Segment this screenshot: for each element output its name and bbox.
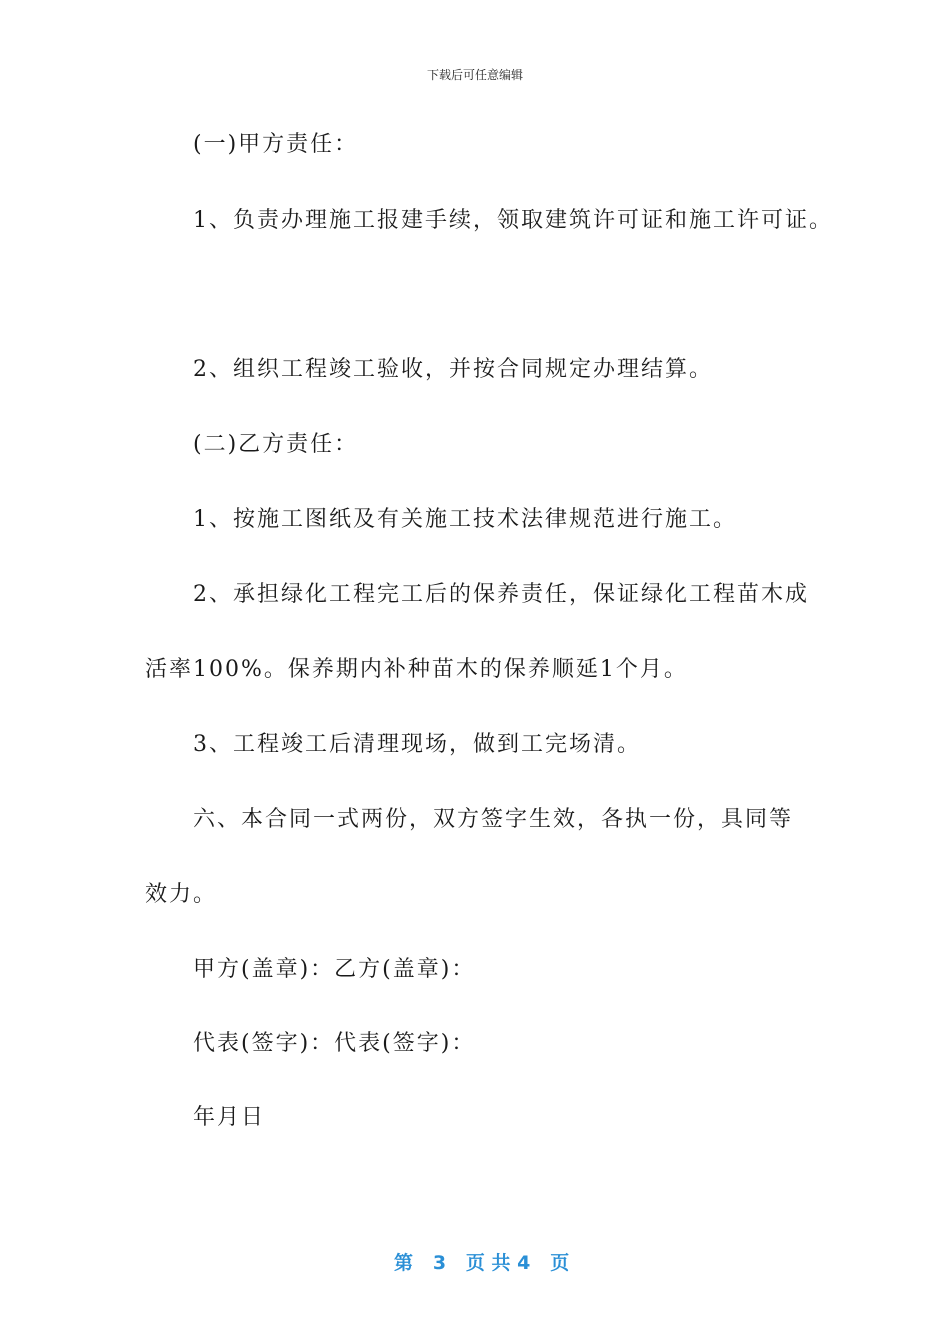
section-party-b-heading: (二)乙方责任：	[193, 432, 359, 457]
party-b-item-3: 3、工程竣工后清理现场，做到工完场清。	[193, 732, 641, 757]
page-number-footer	[0, 1226, 950, 1275]
clause-six-line-1: 六、本合同一式两份，双方签字生效，各执一份，具同等	[193, 807, 794, 832]
party-b-item-1: 1、按施工图纸及有关施工技术法律规范进行施工。	[193, 507, 737, 532]
signature-line: 代表(签字)：代表(签字)：	[193, 1031, 476, 1056]
party-b-item-2-line-2: 活率100%。保养期内补种苗木的保养顺延1个月。	[145, 657, 688, 682]
footer-suffix: 页	[550, 1252, 570, 1274]
footer-prefix: 第	[393, 1252, 413, 1274]
footer-current-page: 3	[432, 1252, 447, 1274]
clause-six-line-2: 效力。	[145, 882, 218, 907]
date-line: 年月日	[193, 1105, 266, 1130]
seal-line: 甲方(盖章)：乙方(盖章)：	[193, 957, 476, 982]
footer-middle: 页 共	[465, 1252, 511, 1274]
footer-total-pages: 4	[517, 1252, 531, 1274]
party-a-item-1: 1、负责办理施工报建手续，领取建筑许可证和施工许可证。	[193, 208, 833, 233]
header-note: 下载后可任意编辑	[426, 68, 523, 82]
party-b-item-2-line-1: 2、承担绿化工程完工后的保养责任，保证绿化工程苗木成	[193, 582, 809, 607]
party-a-item-2: 2、组织工程竣工验收，并按合同规定办理结算。	[193, 357, 713, 382]
section-party-a-heading: (一)甲方责任：	[193, 132, 359, 157]
